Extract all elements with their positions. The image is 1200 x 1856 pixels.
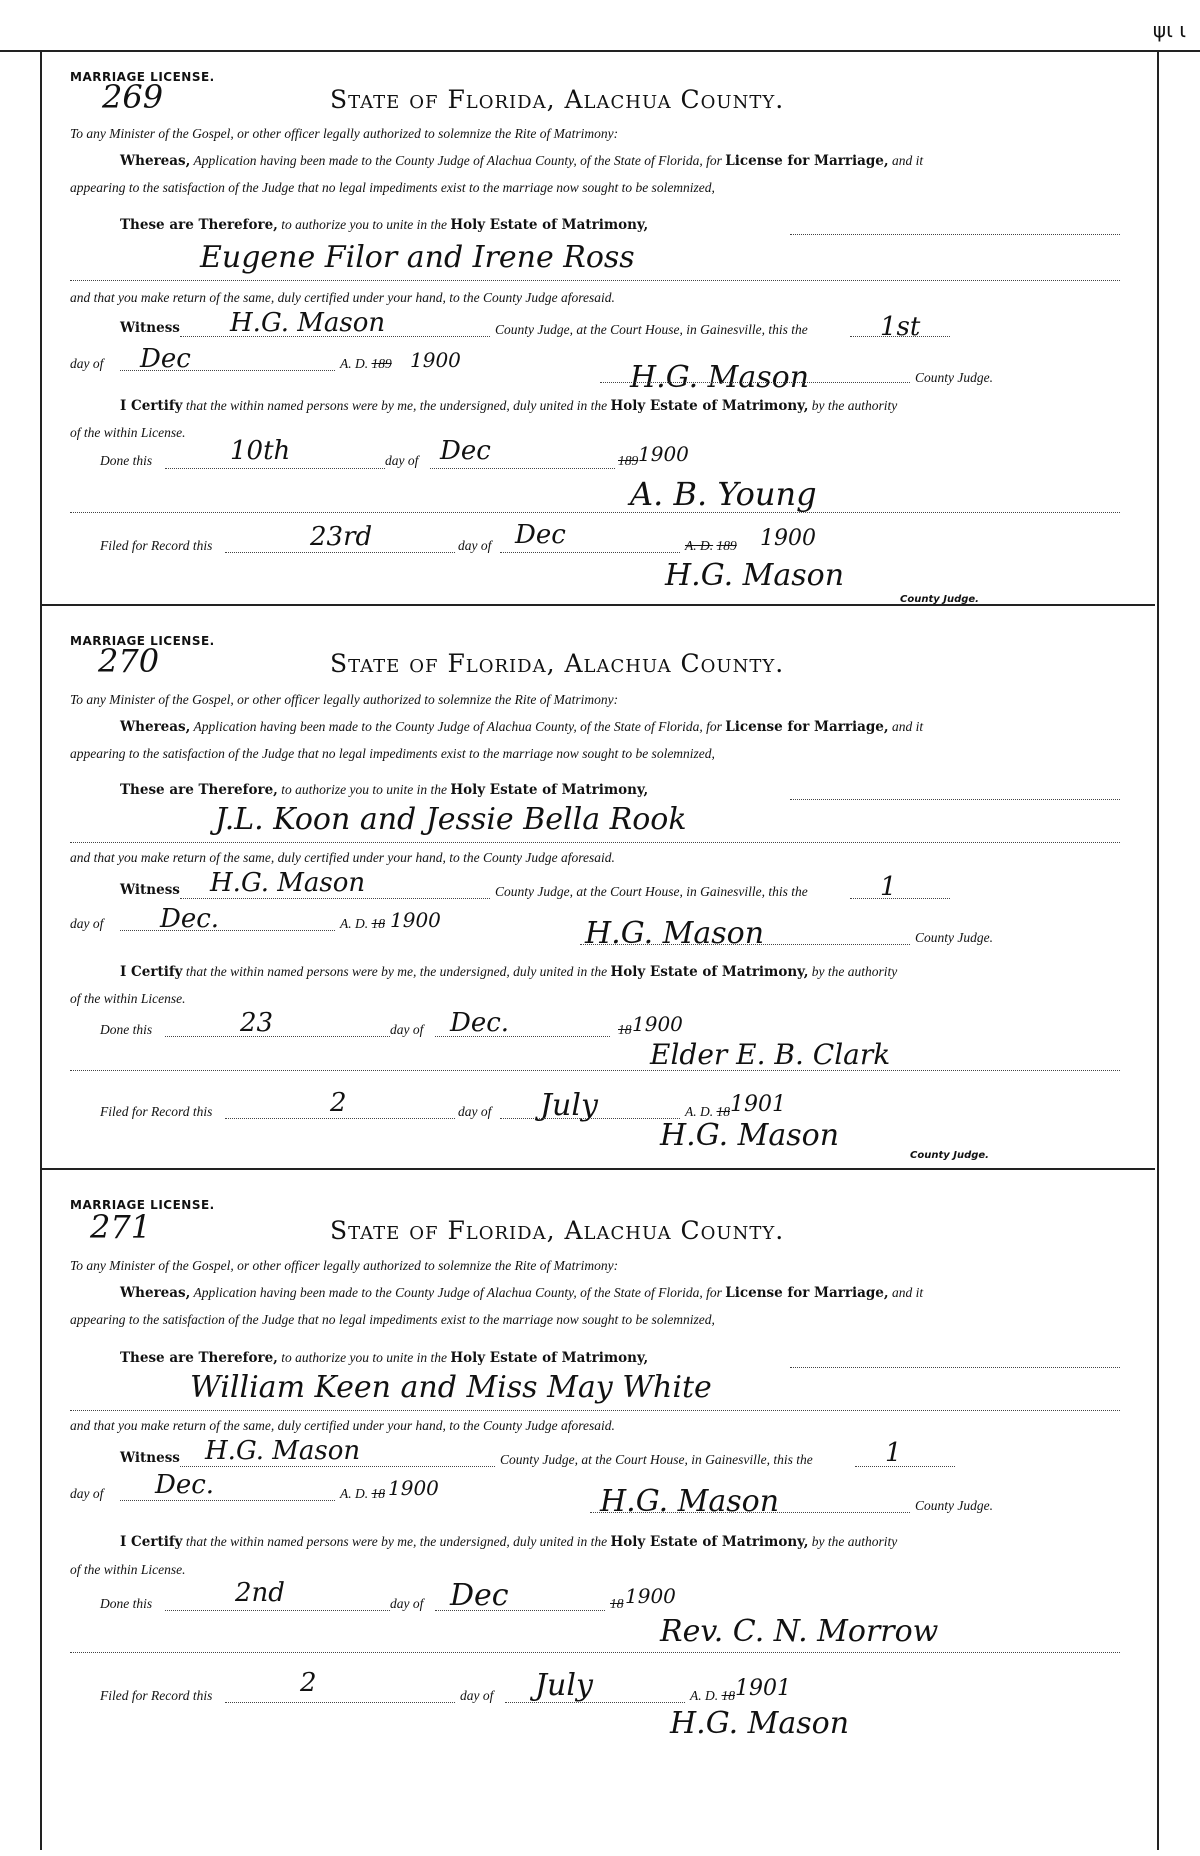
holy-estate: Holy Estate of Matrimony, xyxy=(610,398,809,414)
dotted-line xyxy=(70,842,1120,843)
by-authority: by the authority xyxy=(811,1534,898,1549)
day-of: day of xyxy=(70,1486,104,1501)
dotted-line xyxy=(70,280,1120,281)
witness-line xyxy=(120,320,180,336)
witness-word: Witness xyxy=(120,1450,180,1466)
filed-ad: A. D. xyxy=(690,1688,719,1703)
these-are-line xyxy=(120,1350,648,1366)
county-judge-small: County Judge. xyxy=(910,1150,989,1161)
return-line: and that you make return of the same, duly certified under your hand, to the County Judge aforesaid. xyxy=(70,290,615,305)
appearing-line: appearing to the satisfaction of the Judge that no legal impediments exist to the marriage now sought to be solemnized, xyxy=(70,1312,715,1327)
day-of: day of xyxy=(70,356,104,371)
filed-year-printed: 18 xyxy=(716,1104,730,1119)
dotted-line xyxy=(70,1410,1120,1411)
certify-text: that the within named persons were by me, the undersigned, duly united in the xyxy=(185,964,608,979)
these-are-line xyxy=(120,217,648,233)
issue-day: 1st xyxy=(880,312,921,342)
dotted-line xyxy=(850,336,950,337)
filed-month: Dec xyxy=(515,520,566,550)
issue-year: 1900 xyxy=(390,908,441,932)
ad-label xyxy=(340,916,385,932)
license-270 xyxy=(40,614,1155,1194)
license-number: 269 xyxy=(102,78,164,116)
couple-names: Eugene Filor and Irene Ross xyxy=(200,240,635,275)
by-authority: by the authority xyxy=(811,964,898,979)
certify-word: I Certify xyxy=(120,398,183,414)
license-271 xyxy=(40,1178,1155,1848)
ad: A. D. xyxy=(340,356,369,371)
county-judge-court: County Judge, at the Court House, in Gainesville, this the xyxy=(500,1452,813,1467)
day-of: day of xyxy=(70,916,104,931)
issue-year: 1900 xyxy=(388,1476,439,1500)
authorize-text: to authorize you to unite in the xyxy=(281,1350,447,1365)
filed-label: Filed for Record this xyxy=(100,1688,213,1703)
of-within: of the within License. xyxy=(70,425,186,440)
county-judge-small: County Judge. xyxy=(900,594,979,605)
and-it: and it xyxy=(891,719,924,734)
done-year: 1900 xyxy=(625,1584,676,1608)
filed-day: 23rd xyxy=(310,522,373,552)
filed-ad: A. D. xyxy=(685,538,714,553)
ad-printed: 189 xyxy=(371,356,392,371)
certify-line xyxy=(120,1534,897,1550)
filed-year-printed: 18 xyxy=(721,1688,735,1703)
whereas-line xyxy=(120,719,923,735)
dotted-line xyxy=(180,1466,495,1467)
ad-printed: 18 xyxy=(371,916,385,931)
state-title: State of Florida, Alachua County. xyxy=(330,1216,785,1245)
dotted-line xyxy=(500,552,680,553)
section-divider xyxy=(40,604,1155,606)
issue-month: Dec. xyxy=(155,1470,215,1500)
done-month: Dec xyxy=(450,1578,509,1613)
corner-mark: ψι ι xyxy=(1152,18,1186,42)
certify-text: that the within named persons were by me, the undersigned, duly united in the xyxy=(185,1534,608,1549)
dotted-line xyxy=(505,1702,685,1703)
filed-label: Filed for Record this xyxy=(100,538,213,553)
certify-text: that the within named persons were by me, the undersigned, duly united in the xyxy=(185,398,608,413)
section-divider xyxy=(40,1168,1155,1170)
issue-year: 1900 xyxy=(410,348,461,372)
state-title: State of Florida, Alachua County. xyxy=(330,649,785,678)
dotted-line xyxy=(225,552,455,553)
of-within: of the within License. xyxy=(70,991,186,1006)
license-269 xyxy=(40,50,1155,650)
witness-word: Witness xyxy=(120,882,180,898)
holy-estate: Holy Estate of Matrimony, xyxy=(610,1534,809,1550)
license-number: 270 xyxy=(98,642,160,680)
filed-day-of: day of xyxy=(460,1688,494,1703)
license-label: MARRIAGE LICENSE. xyxy=(70,634,215,648)
officiant-signature: Elder E. B. Clark xyxy=(650,1038,891,1071)
witness-signature: H.G. Mason xyxy=(230,308,386,338)
officiant-signature: A. B. Young xyxy=(630,475,817,513)
done-month: Dec. xyxy=(450,1008,510,1038)
license-number: 271 xyxy=(90,1208,152,1246)
done-day: 2nd xyxy=(235,1578,285,1608)
done-day-of: day of xyxy=(390,1596,424,1611)
ad-label xyxy=(340,356,392,372)
county-judge-court: County Judge, at the Court House, in Gainesville, this the xyxy=(495,884,808,899)
county-judge-label: County Judge. xyxy=(915,930,993,945)
filed-signature: H.G. Mason xyxy=(665,558,845,593)
filed-year: 1900 xyxy=(760,526,816,551)
witness-line xyxy=(120,1450,180,1466)
dotted-line xyxy=(790,234,1120,235)
done-this: Done this xyxy=(100,1596,153,1611)
whereas-text: Application having been made to the County Judge of Alachua County, of the State of Florida, for xyxy=(193,719,722,734)
dotted-line xyxy=(850,898,950,899)
witness-signature: H.G. Mason xyxy=(210,868,366,898)
issue-month: Dec. xyxy=(160,904,220,934)
issue-month: Dec xyxy=(140,344,191,374)
certify-word: I Certify xyxy=(120,1534,183,1550)
ad-printed: 18 xyxy=(371,1486,385,1501)
filed-month: July xyxy=(540,1088,598,1123)
dotted-line xyxy=(590,1512,910,1513)
dotted-line xyxy=(855,1466,955,1467)
done-year: 1900 xyxy=(638,442,689,466)
done-day: 23 xyxy=(240,1008,274,1038)
filed-signature: H.G. Mason xyxy=(670,1706,850,1741)
whereas-word: Whereas, xyxy=(120,719,191,735)
ad: A. D. xyxy=(340,916,369,931)
dotted-line xyxy=(435,1610,605,1611)
dotted-line xyxy=(70,1652,1120,1653)
dotted-line xyxy=(165,468,385,469)
filed-month: July xyxy=(535,1668,593,1703)
filed-ad-label xyxy=(690,1688,735,1704)
issue-day: 1 xyxy=(880,872,897,902)
license-for-marriage: License for Marriage, xyxy=(725,719,889,735)
certify-word: I Certify xyxy=(120,964,183,980)
filed-day-of: day of xyxy=(458,1104,492,1119)
dotted-line xyxy=(790,799,1120,800)
return-line: and that you make return of the same, duly certified under your hand, to the County Judge aforesaid. xyxy=(70,1418,615,1433)
done-year-printed: 18 xyxy=(618,1022,632,1037)
dotted-line xyxy=(180,336,490,337)
certify-line xyxy=(120,398,897,414)
filed-year: 1901 xyxy=(730,1092,786,1117)
dotted-line xyxy=(225,1118,455,1119)
filed-day: 2 xyxy=(300,1668,317,1698)
dotted-line xyxy=(70,1070,1120,1071)
certify-line xyxy=(120,964,897,980)
ad: A. D. xyxy=(340,1486,369,1501)
authorize-text: to authorize you to unite in the xyxy=(281,217,447,232)
issue-day: 1 xyxy=(885,1438,902,1468)
address-line: To any Minister of the Gospel, or other officer legally authorized to solemnize the Rite of Matrimony: xyxy=(70,1258,619,1273)
couple-names: J.L. Koon and Jessie Bella Rook xyxy=(215,802,687,837)
done-day: 10th xyxy=(230,436,291,466)
dotted-line xyxy=(120,930,335,931)
dotted-line xyxy=(500,1118,680,1119)
county-judge-label: County Judge. xyxy=(915,370,993,385)
return-line: and that you make return of the same, duly certified under your hand, to the County Judge aforesaid. xyxy=(70,850,615,865)
by-authority: by the authority xyxy=(811,398,898,413)
license-for-marriage: License for Marriage, xyxy=(725,1285,889,1301)
dotted-line xyxy=(435,1036,610,1037)
done-month: Dec xyxy=(440,436,491,466)
done-this: Done this xyxy=(100,1022,153,1037)
appearing-line: appearing to the satisfaction of the Judge that no legal impediments exist to the marriage now sought to be solemnized, xyxy=(70,180,715,195)
dotted-line xyxy=(180,898,490,899)
dotted-line xyxy=(580,944,910,945)
judge-signature: H.G. Mason xyxy=(630,360,810,395)
license-label: MARRIAGE LICENSE. xyxy=(70,70,215,84)
ad-label xyxy=(340,1486,385,1502)
whereas-line xyxy=(120,153,923,169)
done-day-of: day of xyxy=(385,453,419,468)
county-judge-court: County Judge, at the Court House, in Gainesville, this the xyxy=(495,322,808,337)
license-for-marriage: License for Marriage, xyxy=(725,153,889,169)
dotted-line xyxy=(790,1367,1120,1368)
witness-word: Witness xyxy=(120,320,180,336)
dotted-line xyxy=(165,1610,390,1611)
whereas-line xyxy=(120,1285,923,1301)
filed-signature: H.G. Mason xyxy=(660,1118,840,1153)
holy-estate: Holy Estate of Matrimony, xyxy=(450,1350,649,1366)
filed-year-printed: 189 xyxy=(716,538,737,553)
address-line: To any Minister of the Gospel, or other officer legally authorized to solemnize the Rite of Matrimony: xyxy=(70,692,619,707)
whereas-text: Application having been made to the County Judge of Alachua County, of the State of Florida, for xyxy=(193,1285,722,1300)
dotted-line xyxy=(165,1036,390,1037)
whereas-text: Application having been made to the County Judge of Alachua County, of the State of Florida, for xyxy=(193,153,722,168)
done-day-of: day of xyxy=(390,1022,424,1037)
these-are-word: These are Therefore, xyxy=(120,217,278,233)
officiant-signature: Rev. C. N. Morrow xyxy=(660,1614,939,1649)
filed-ad-label xyxy=(685,538,737,554)
these-are-word: These are Therefore, xyxy=(120,782,278,798)
filed-label: Filed for Record this xyxy=(100,1104,213,1119)
couple-names: William Keen and Miss May White xyxy=(190,1370,712,1405)
filed-day-of: day of xyxy=(458,538,492,553)
county-judge-label: County Judge. xyxy=(915,1498,993,1513)
dotted-line xyxy=(120,1500,335,1501)
and-it: and it xyxy=(891,153,924,168)
these-are-line xyxy=(120,782,648,798)
done-this: Done this xyxy=(100,453,153,468)
holy-estate: Holy Estate of Matrimony, xyxy=(450,217,649,233)
address-line: To any Minister of the Gospel, or other officer legally authorized to solemnize the Rite of Matrimony: xyxy=(70,126,619,141)
license-label: MARRIAGE LICENSE. xyxy=(70,1198,215,1212)
filed-day: 2 xyxy=(330,1088,347,1118)
dotted-line xyxy=(430,468,615,469)
of-within: of the within License. xyxy=(70,1562,186,1577)
state-title: State of Florida, Alachua County. xyxy=(330,85,785,114)
done-year: 1900 xyxy=(632,1012,683,1036)
witness-line xyxy=(120,882,180,898)
filed-year: 1901 xyxy=(735,1676,791,1701)
filed-ad: A. D. xyxy=(685,1104,714,1119)
dotted-line xyxy=(70,512,1120,513)
dotted-line xyxy=(225,1702,455,1703)
holy-estate: Holy Estate of Matrimony, xyxy=(610,964,809,980)
whereas-word: Whereas, xyxy=(120,153,191,169)
dotted-line xyxy=(600,382,910,383)
authorize-text: to authorize you to unite in the xyxy=(281,782,447,797)
and-it: and it xyxy=(891,1285,924,1300)
appearing-line: appearing to the satisfaction of the Judge that no legal impediments exist to the marriage now sought to be solemnized, xyxy=(70,746,715,761)
holy-estate: Holy Estate of Matrimony, xyxy=(450,782,649,798)
witness-signature: H.G. Mason xyxy=(205,1436,361,1466)
done-year-printed: 18 xyxy=(610,1596,624,1611)
dotted-line xyxy=(120,370,335,371)
these-are-word: These are Therefore, xyxy=(120,1350,278,1366)
judge-signature: H.G. Mason xyxy=(600,1484,780,1519)
judge-signature: H.G. Mason xyxy=(585,916,765,951)
done-year-printed: 189 xyxy=(618,453,639,468)
whereas-word: Whereas, xyxy=(120,1285,191,1301)
